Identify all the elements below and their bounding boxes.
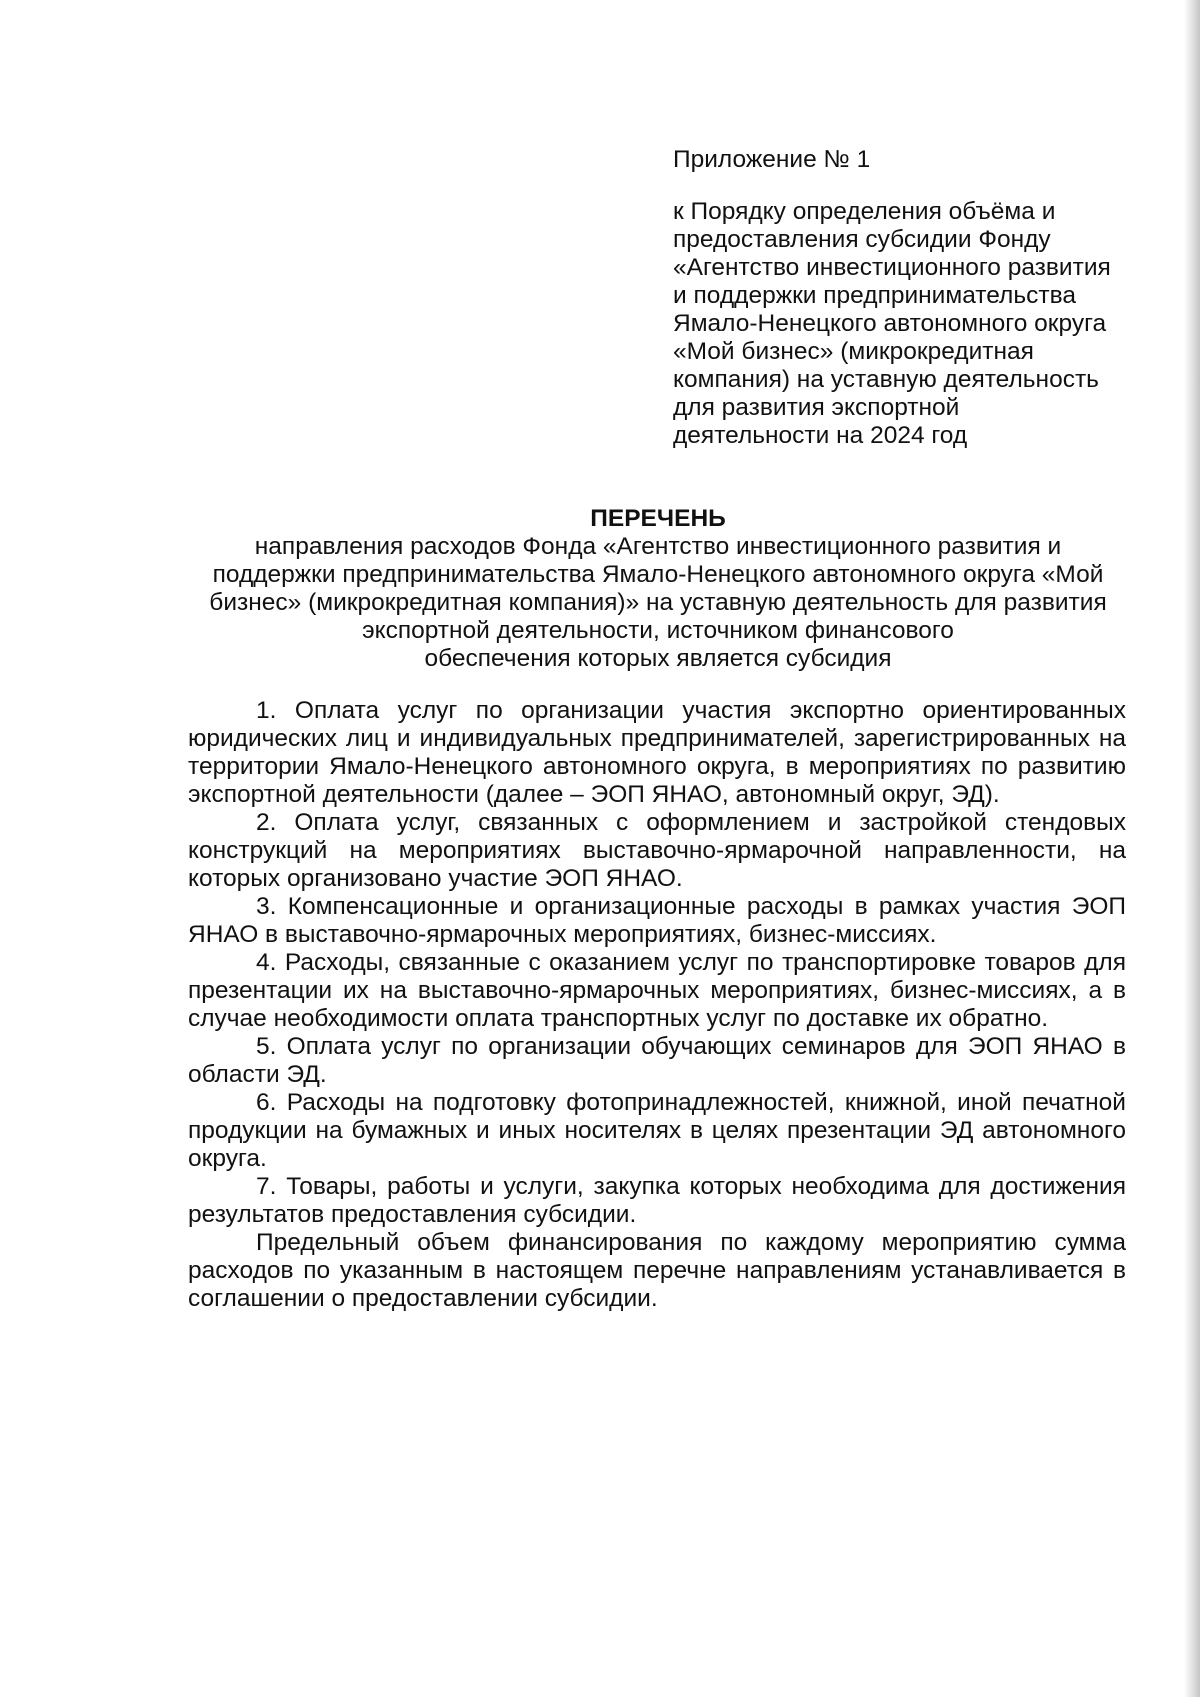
appendix-line: деятельности на 2024 год (673, 422, 968, 449)
list-item-3: 3. Компенсационные и организационные расходы в рамках участия ЭОП ЯНАО в выставочно-ярмарочных мероприятиях, бизнес-миссиях. (188, 893, 1126, 948)
subtitle-line: бизнес» (микрокредитная компания)» на уставную деятельность для развития (209, 589, 1107, 616)
appendix-line: «Мой бизнес» (микрокредитная (673, 338, 1034, 365)
subtitle-line: обеспечения которых является субсидия (424, 645, 892, 672)
appendix-line: компания) на уставную деятельность (673, 366, 1099, 393)
list-item-7: 7. Товары, работы и услуги, закупка которых необходима для достижения результатов предоставления субсидии. (188, 1173, 1126, 1228)
list-item-4: 4. Расходы, связанные с оказанием услуг по транспортировке товаров для презентации их на выставочно-ярмарочных мероприятиях, бизнес-миссиях, а в случае необходимости оплата транспортных услуг по доставке их обратно. (188, 949, 1126, 1032)
document-subtitle (176, 533, 1140, 673)
appendix-header (673, 146, 1143, 450)
subtitle-line: экспортной деятельности, источником финансового (362, 617, 954, 644)
list-item-1: 1. Оплата услуг по организации участия экспортно ориентированных юридических лиц и индивидуальных предпринимателей, зарегистрированных на территории Ямало-Ненецкого автономного округа, в мероприятиях по развитию экспортной деятельности (далее – ЭОП ЯНАО, автономный округ, ЭД). (188, 697, 1126, 808)
list-item-5: 5. Оплата услуг по организации обучающих семинаров для ЭОП ЯНАО в области ЭД. (188, 1033, 1126, 1088)
page-edge-shadow (1184, 0, 1200, 1697)
appendix-line: «Агентство инвестиционного развития (673, 254, 1111, 281)
appendix-description (673, 198, 1143, 450)
appendix-line: к Порядку определения объёма и (673, 198, 1056, 225)
document-title: ПЕРЕЧЕНЬ (590, 505, 726, 532)
appendix-line: предоставления субсидии Фонду (673, 226, 1051, 253)
list-item-6: 6. Расходы на подготовку фотопринадлежностей, книжной, иной печатной продукции на бумажных и иных носителях в целях презентации ЭД автономного округа. (188, 1089, 1126, 1172)
list-item-2: 2. Оплата услуг, связанных с оформлением и застройкой стендовых конструкций на мероприятиях выставочно-ярмарочной направленности, на которых организовано участие ЭОП ЯНАО. (188, 809, 1126, 892)
appendix-number: Приложение № 1 (673, 146, 871, 173)
closing-paragraph: Предельный объем финансирования по каждому мероприятию сумма расходов по указанным в настоящем перечне направлениям устанавливается в соглашении о предоставлении субсидии. (188, 1229, 1126, 1312)
appendix-line: для развития экспортной (673, 394, 960, 421)
subtitle-line: направления расходов Фонда «Агентство инвестиционного развития и (254, 533, 1062, 560)
document-body (188, 697, 1126, 1313)
appendix-line: и поддержки предпринимательства (673, 282, 1076, 309)
subtitle-line: поддержки предпринимательства Ямало-Ненецкого автономного округа «Мой (212, 561, 1104, 588)
document-heading (176, 505, 1140, 673)
appendix-line: Ямало-Ненецкого автономного округа (673, 310, 1107, 337)
